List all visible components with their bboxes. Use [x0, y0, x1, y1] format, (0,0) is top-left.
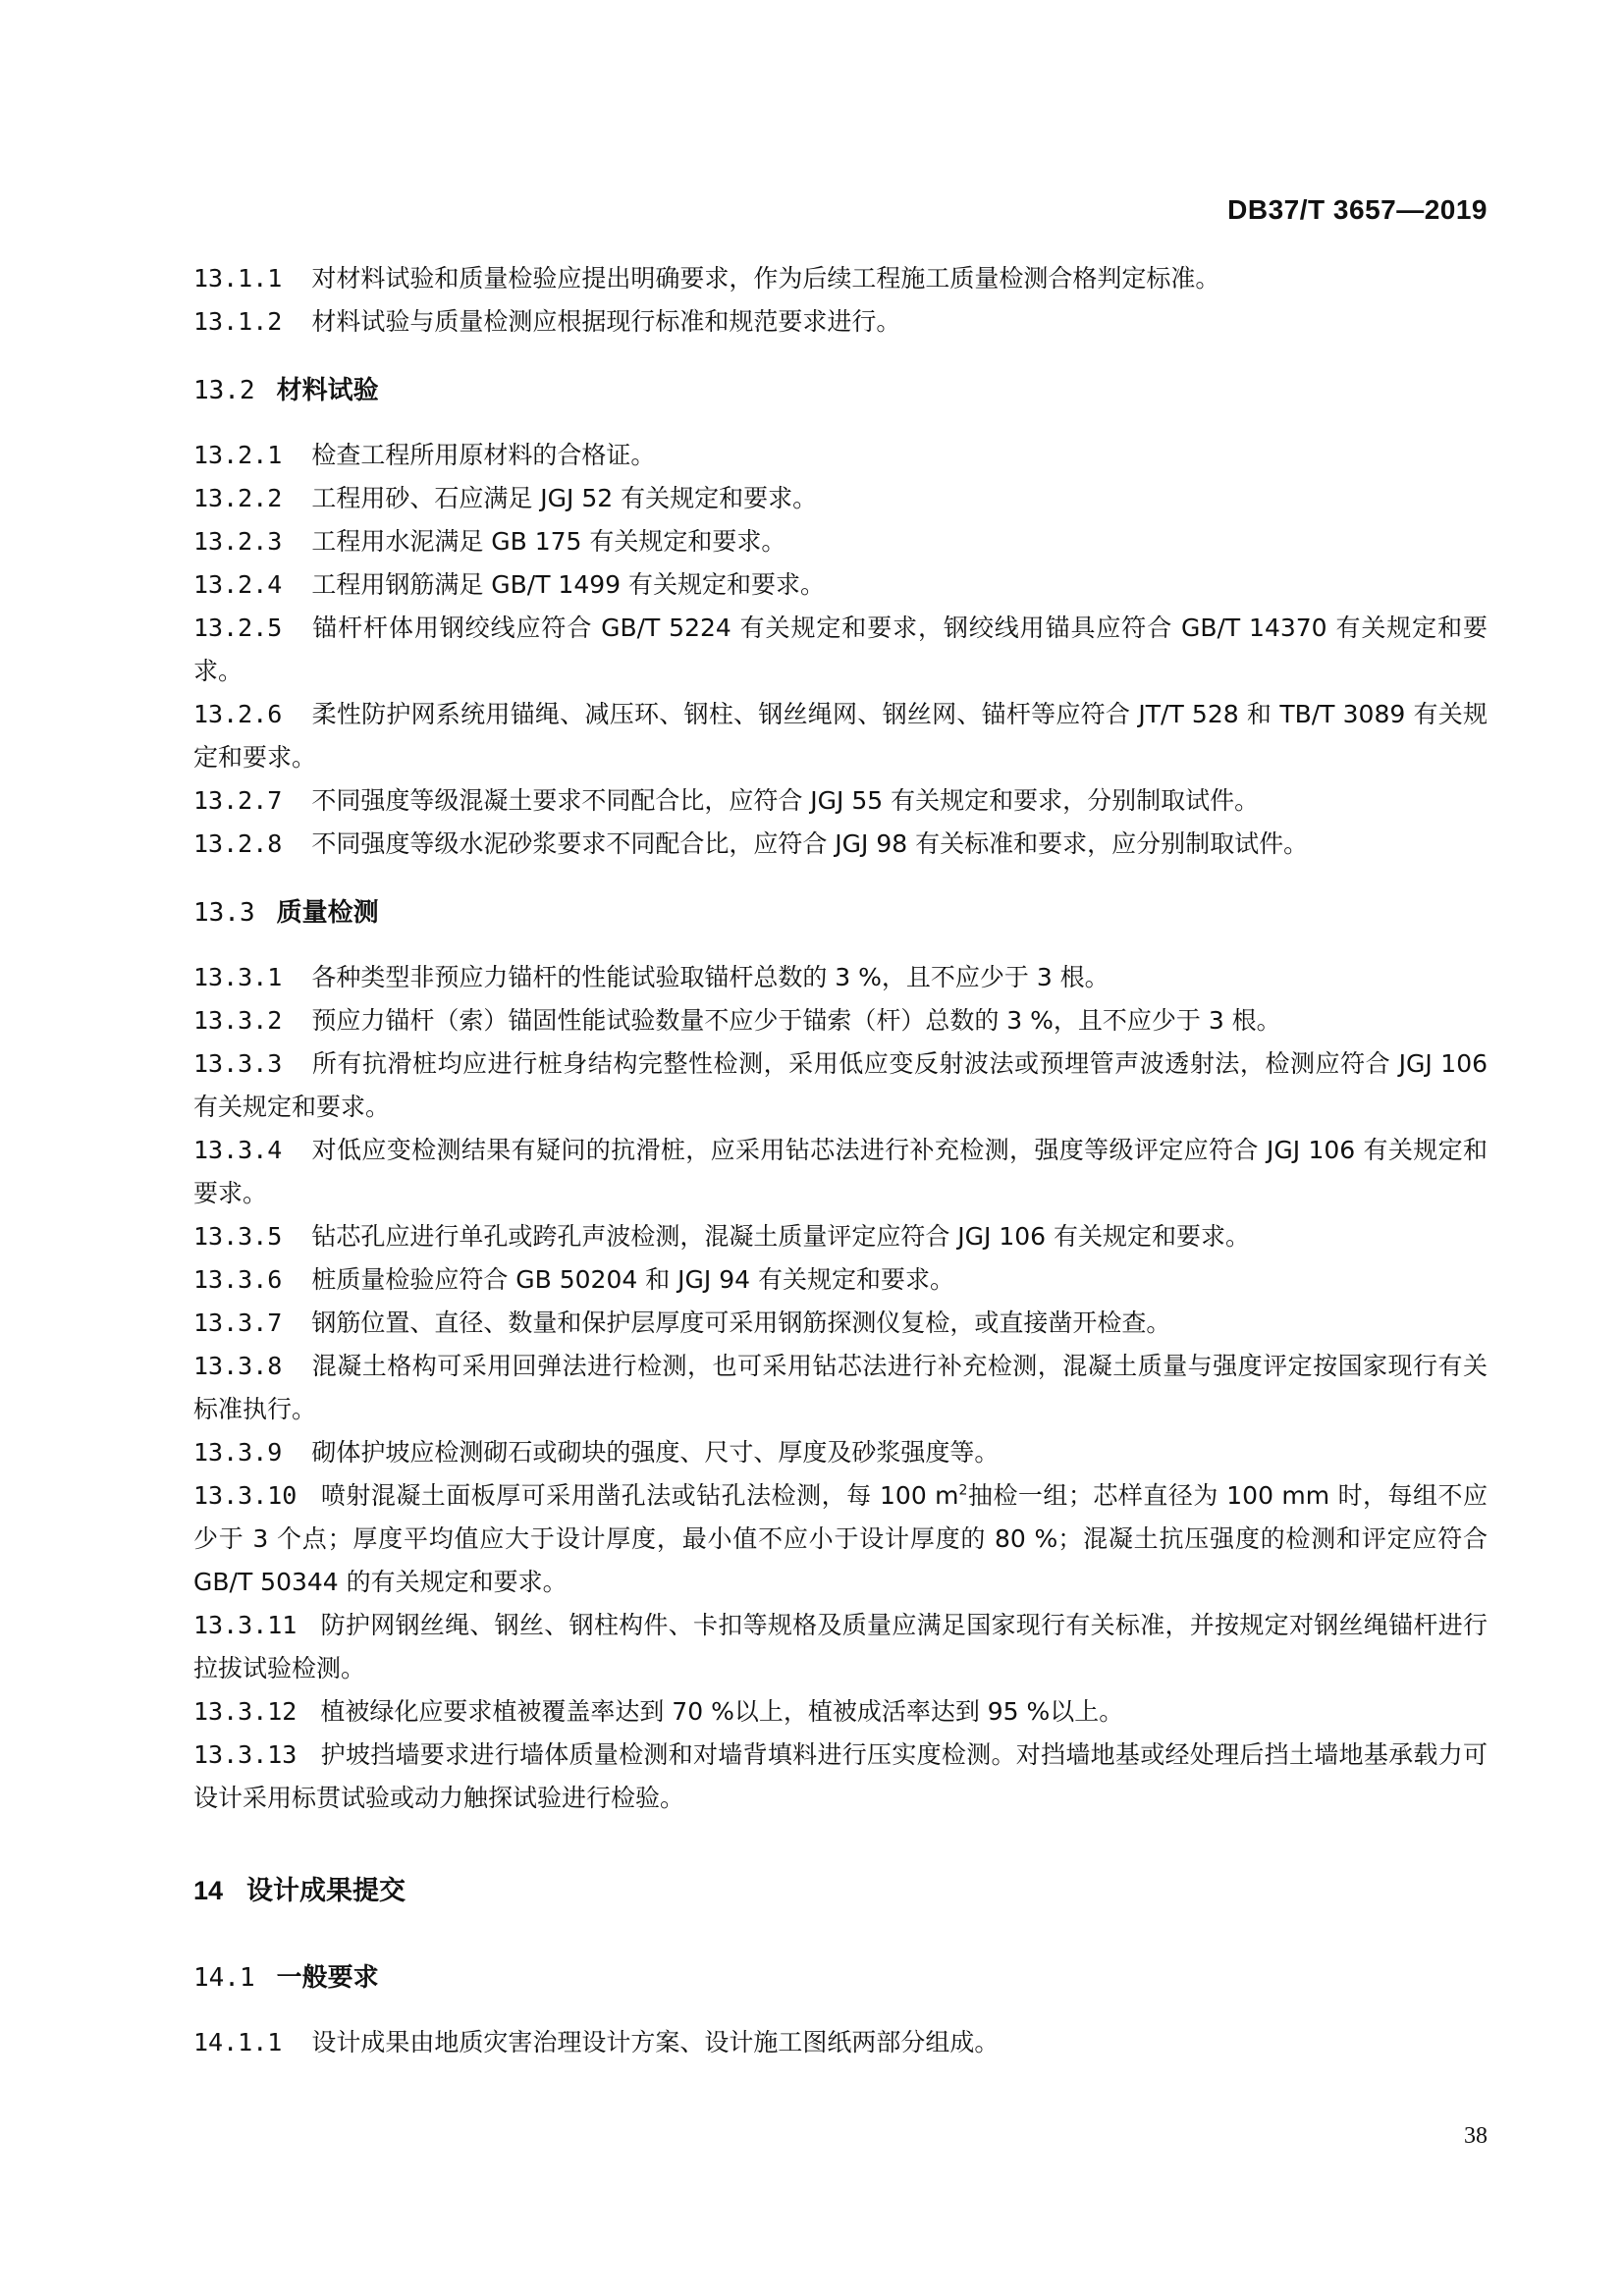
- clause-number: 13.3.13: [193, 1740, 298, 1769]
- clause: [193, 1302, 1488, 1345]
- clause: [193, 1431, 1488, 1474]
- clause: [193, 1734, 1488, 1820]
- clause: [193, 693, 1488, 779]
- section-number: 13.3: [193, 898, 255, 928]
- clause-number: 13.3.3: [193, 1049, 283, 1078]
- clause: [193, 1215, 1488, 1258]
- clause-number: 13.1.2: [193, 307, 283, 336]
- clause: [193, 1129, 1488, 1215]
- clause-text: 对材料试验和质量检验应提出明确要求，作为后续工程施工质量检测合格判定标准。: [311, 264, 1220, 293]
- section-number: 14.1: [193, 1963, 255, 1993]
- superscript: 2: [958, 1482, 968, 1499]
- clause: [193, 434, 1488, 477]
- clause-number: 13.1.1: [193, 264, 283, 293]
- clause: [193, 477, 1488, 520]
- clause: [193, 823, 1488, 866]
- clause-number: 13.3.12: [193, 1697, 298, 1726]
- clause-text: 钢筋位置、直径、数量和保护层厚度可采用钢筋探测仪复检，或直接凿开检查。: [311, 1308, 1171, 1337]
- section-heading: [193, 891, 1488, 934]
- clause-text: 锚杆杆体用钢绞线应符合 GB/T 5224 有关规定和要求，钢绞线用锚具应符合 GB/T 14370 有关规定和要求。: [193, 614, 1488, 685]
- clause-text: 砌体护坡应检测砌石或砌块的强度、尺寸、厚度及砂浆强度等。: [311, 1438, 1000, 1467]
- clause: [193, 1258, 1488, 1302]
- heading-text: 设计成果提交: [246, 1876, 406, 1906]
- clause-text: 护坡挡墙要求进行墙体质量检测和对墙背填料进行压实度检测。对挡墙地基或经处理后挡土墙地基承载力可设计采用标贯试验或动力触探试验进行检验。: [193, 1740, 1488, 1812]
- clause-number: 13.2.7: [193, 786, 283, 815]
- clause-number: 13.2.1: [193, 441, 283, 469]
- section-heading: [193, 1956, 1488, 2000]
- clause: [193, 1042, 1488, 1129]
- clause-text: 桩质量检验应符合 GB 50204 和 JGJ 94 有关规定和要求。: [311, 1265, 954, 1294]
- clause: [193, 257, 1488, 300]
- clause-number: 14.1.1: [193, 2028, 283, 2056]
- heading-text: 质量检测: [276, 898, 379, 928]
- clause-text: 材料试验与质量检测应根据现行标准和规范要求进行。: [311, 307, 901, 336]
- clause-number: 13.2.5: [193, 614, 283, 642]
- clause-number: 13.2.2: [193, 484, 283, 512]
- clause: [193, 563, 1488, 607]
- clause-text: 不同强度等级水泥砂浆要求不同配合比，应符合 JGJ 98 有关标准和要求，应分别制取试件。: [311, 829, 1309, 858]
- clause-text: 抽检一组；芯样直径为 100 mm 时，每组不应少于 3 个点；厚度平均值应大于设计厚度，最小值不应小于设计厚度的 80 %；混凝土抗压强度的检测和评定应符合 GB/T 50344 的有关规定和要求。: [193, 1481, 1489, 1596]
- clause-text: 不同强度等级混凝土要求不同配合比，应符合 JGJ 55 有关规定和要求，分别制取试件。: [311, 786, 1260, 815]
- clause-text: 工程用钢筋满足 GB/T 1499 有关规定和要求。: [311, 570, 825, 599]
- chapter-number: 14: [193, 1876, 224, 1905]
- clause-number: 13.3.4: [193, 1136, 283, 1164]
- clause-number: 13.2.6: [193, 700, 283, 728]
- heading-text: 一般要求: [276, 1963, 379, 1993]
- clause: [193, 1690, 1488, 1734]
- clause-number: 13.3.7: [193, 1308, 283, 1337]
- clause-text: 所有抗滑桩均应进行桩身结构完整性检测，采用低应变反射波法或预埋管声波透射法，检测应符合 JGJ 106 有关规定和要求。: [193, 1049, 1488, 1121]
- clause-number: 13.3.1: [193, 963, 283, 991]
- clause-text: 混凝土格构可采用回弹法进行检测，也可采用钻芯法进行补充检测，混凝土质量与强度评定按国家现行有关标准执行。: [193, 1352, 1488, 1423]
- chapter-heading: [193, 1869, 1488, 1913]
- clause: [193, 1345, 1488, 1431]
- clause-number: 13.3.6: [193, 1265, 283, 1294]
- document-body: [193, 257, 1488, 2064]
- clause-text: 喷射混凝土面板厚可采用凿孔法或钻孔法检测，每 100 m: [320, 1481, 959, 1510]
- section-heading: [193, 369, 1488, 412]
- clause-number: 13.3.9: [193, 1438, 283, 1467]
- clause-number: 13.3.11: [193, 1611, 298, 1639]
- clause: [193, 2021, 1488, 2064]
- clause: [193, 956, 1488, 999]
- page-number: 38: [1464, 2123, 1488, 2149]
- clause: [193, 607, 1488, 693]
- clause-text: 工程用砂、石应满足 JGJ 52 有关规定和要求。: [311, 484, 818, 512]
- clause-text: 工程用水泥满足 GB 175 有关规定和要求。: [311, 527, 786, 556]
- clause-number: 13.3.5: [193, 1222, 283, 1251]
- clause-text: 预应力锚杆（索）锚固性能试验数量不应少于锚索（杆）总数的 3 %，且不应少于 3 根。: [311, 1006, 1281, 1035]
- clause-number: 13.2.8: [193, 829, 283, 858]
- clause-text: 柔性防护网系统用锚绳、减压环、钢柱、钢丝绳网、钢丝网、锚杆等应符合 JT/T 528 和 TB/T 3089 有关规定和要求。: [193, 700, 1488, 772]
- clause: [193, 1474, 1488, 1604]
- clause: [193, 779, 1488, 823]
- clause-text: 防护网钢丝绳、钢丝、钢柱构件、卡扣等规格及质量应满足国家现行有关标准，并按规定对钢丝绳锚杆进行拉拔试验检测。: [193, 1611, 1488, 1682]
- clause: [193, 520, 1488, 563]
- clause-text: 检查工程所用原材料的合格证。: [311, 441, 656, 469]
- clause: [193, 999, 1488, 1042]
- section-number: 13.2: [193, 376, 255, 405]
- clause-number: 13.3.2: [193, 1006, 283, 1035]
- heading-text: 材料试验: [276, 376, 379, 405]
- clause-number: 13.3.8: [193, 1352, 283, 1380]
- clause-text: 对低应变检测结果有疑问的抗滑桩，应采用钻芯法进行补充检测，强度等级评定应符合 JGJ 106 有关规定和要求。: [193, 1136, 1488, 1207]
- clause-number: 13.2.4: [193, 570, 283, 599]
- clause: [193, 300, 1488, 344]
- clause: [193, 1604, 1488, 1690]
- clause-text: 设计成果由地质灾害治理设计方案、设计施工图纸两部分组成。: [311, 2028, 1000, 2056]
- clause-number: 13.3.10: [193, 1481, 298, 1510]
- clause-text: 各种类型非预应力锚杆的性能试验取锚杆总数的 3 %，且不应少于 3 根。: [311, 963, 1110, 991]
- clause-text: 钻芯孔应进行单孔或跨孔声波检测，混凝土质量评定应符合 JGJ 106 有关规定和要求。: [311, 1222, 1250, 1251]
- clause-number: 13.2.3: [193, 527, 283, 556]
- standard-code: DB37/T 3657—2019: [1227, 194, 1488, 225]
- clause-text: 植被绿化应要求植被覆盖率达到 70 %以上，植被成活率达到 95 %以上。: [320, 1697, 1124, 1726]
